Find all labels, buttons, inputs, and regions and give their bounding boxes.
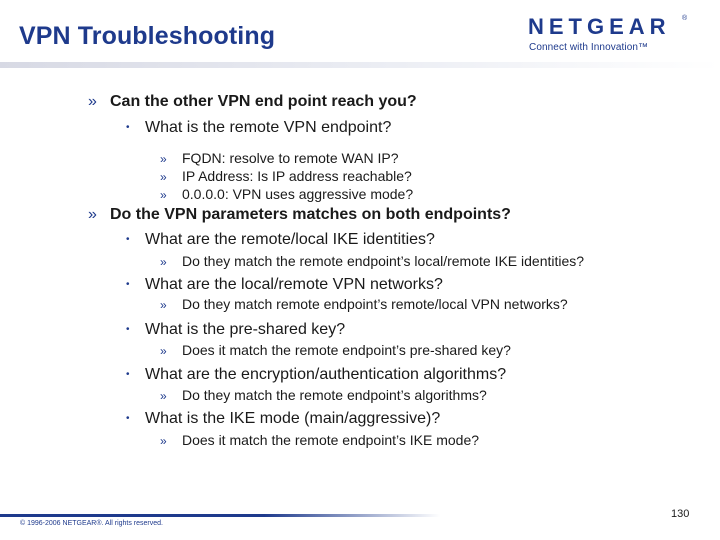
bullet-text: What is the IKE mode (main/aggressive)? — [145, 410, 441, 427]
chevron-bullet-icon: » — [160, 188, 167, 202]
chevron-bullet-icon: » — [160, 152, 167, 166]
bullet-text: What are the encryption/authentication algorithms? — [145, 366, 507, 383]
bullet-level-2 — [126, 366, 506, 384]
logo-tagline: Connect with Innovation™ — [529, 42, 649, 53]
chevron-bullet-icon: » — [160, 170, 167, 184]
bullet-level-3 — [160, 168, 412, 184]
page-title: VPN Troubleshooting — [19, 22, 276, 50]
chevron-bullet-icon: » — [88, 206, 97, 223]
logo-wordmark: NETGEAR — [528, 14, 671, 39]
bullet-level-3 — [160, 342, 511, 358]
bullet-text: What is the pre-shared key? — [145, 321, 346, 338]
chevron-bullet-icon: » — [160, 434, 167, 448]
chevron-bullet-icon: » — [160, 344, 167, 358]
chevron-bullet-icon: » — [88, 93, 97, 110]
bullet-text: Can the other VPN end point reach you? — [110, 93, 417, 110]
bullet-text: Does it match the remote endpoint’s pre-shared key? — [182, 342, 511, 358]
bullet-dot-icon: • — [126, 369, 130, 380]
bullet-level-3 — [160, 186, 413, 202]
bullet-text: Do they match the remote endpoint’s algorithms? — [182, 387, 487, 403]
bullet-text: What are the local/remote VPN networks? — [145, 276, 443, 293]
bullet-level-3 — [160, 432, 479, 448]
chevron-bullet-icon: » — [160, 298, 167, 312]
bullet-text: FQDN: resolve to remote WAN IP? — [182, 150, 399, 166]
bullet-level-2 — [126, 276, 443, 294]
bullet-dot-icon: • — [126, 279, 130, 290]
chevron-bullet-icon: » — [160, 255, 167, 269]
bullet-level-1 — [88, 206, 511, 224]
bullet-level-2 — [126, 119, 391, 137]
bullet-level-3 — [160, 296, 568, 312]
bullet-level-3 — [160, 387, 487, 403]
logo-registered-mark: ® — [682, 15, 688, 22]
copyright-notice: © 1996-2006 NETGEAR®. All rights reserved. — [20, 520, 163, 527]
bullet-dot-icon: • — [126, 413, 130, 424]
bullet-text: IP Address: Is IP address reachable? — [182, 168, 412, 184]
bullet-dot-icon: • — [126, 122, 130, 133]
bullet-text: Do they match remote endpoint’s remote/local VPN networks? — [182, 296, 568, 312]
bullet-level-2 — [126, 231, 435, 249]
bullet-level-3 — [160, 253, 584, 269]
chevron-bullet-icon: » — [160, 389, 167, 403]
bullet-text: Does it match the remote endpoint’s IKE mode? — [182, 432, 480, 448]
bullet-level-2 — [126, 321, 345, 339]
bullet-dot-icon: • — [126, 234, 130, 245]
bullet-level-2 — [126, 410, 440, 428]
bullet-text: What are the remote/local IKE identities? — [145, 231, 435, 248]
header-divider — [0, 62, 720, 68]
bullet-dot-icon: • — [126, 324, 130, 335]
bullet-text: 0.0.0.0: VPN uses aggressive mode? — [182, 186, 414, 202]
bullet-text: What is the remote VPN endpoint? — [145, 119, 392, 136]
bullet-level-3 — [160, 150, 399, 166]
bullet-level-1 — [88, 93, 417, 111]
bullet-text: Do the VPN parameters matches on both endpoints? — [110, 206, 511, 223]
netgear-logo — [528, 14, 708, 58]
footer-divider — [0, 514, 440, 517]
bullet-text: Do they match the remote endpoint’s local/remote IKE identities? — [182, 253, 585, 269]
page-number: 130 — [671, 508, 690, 520]
